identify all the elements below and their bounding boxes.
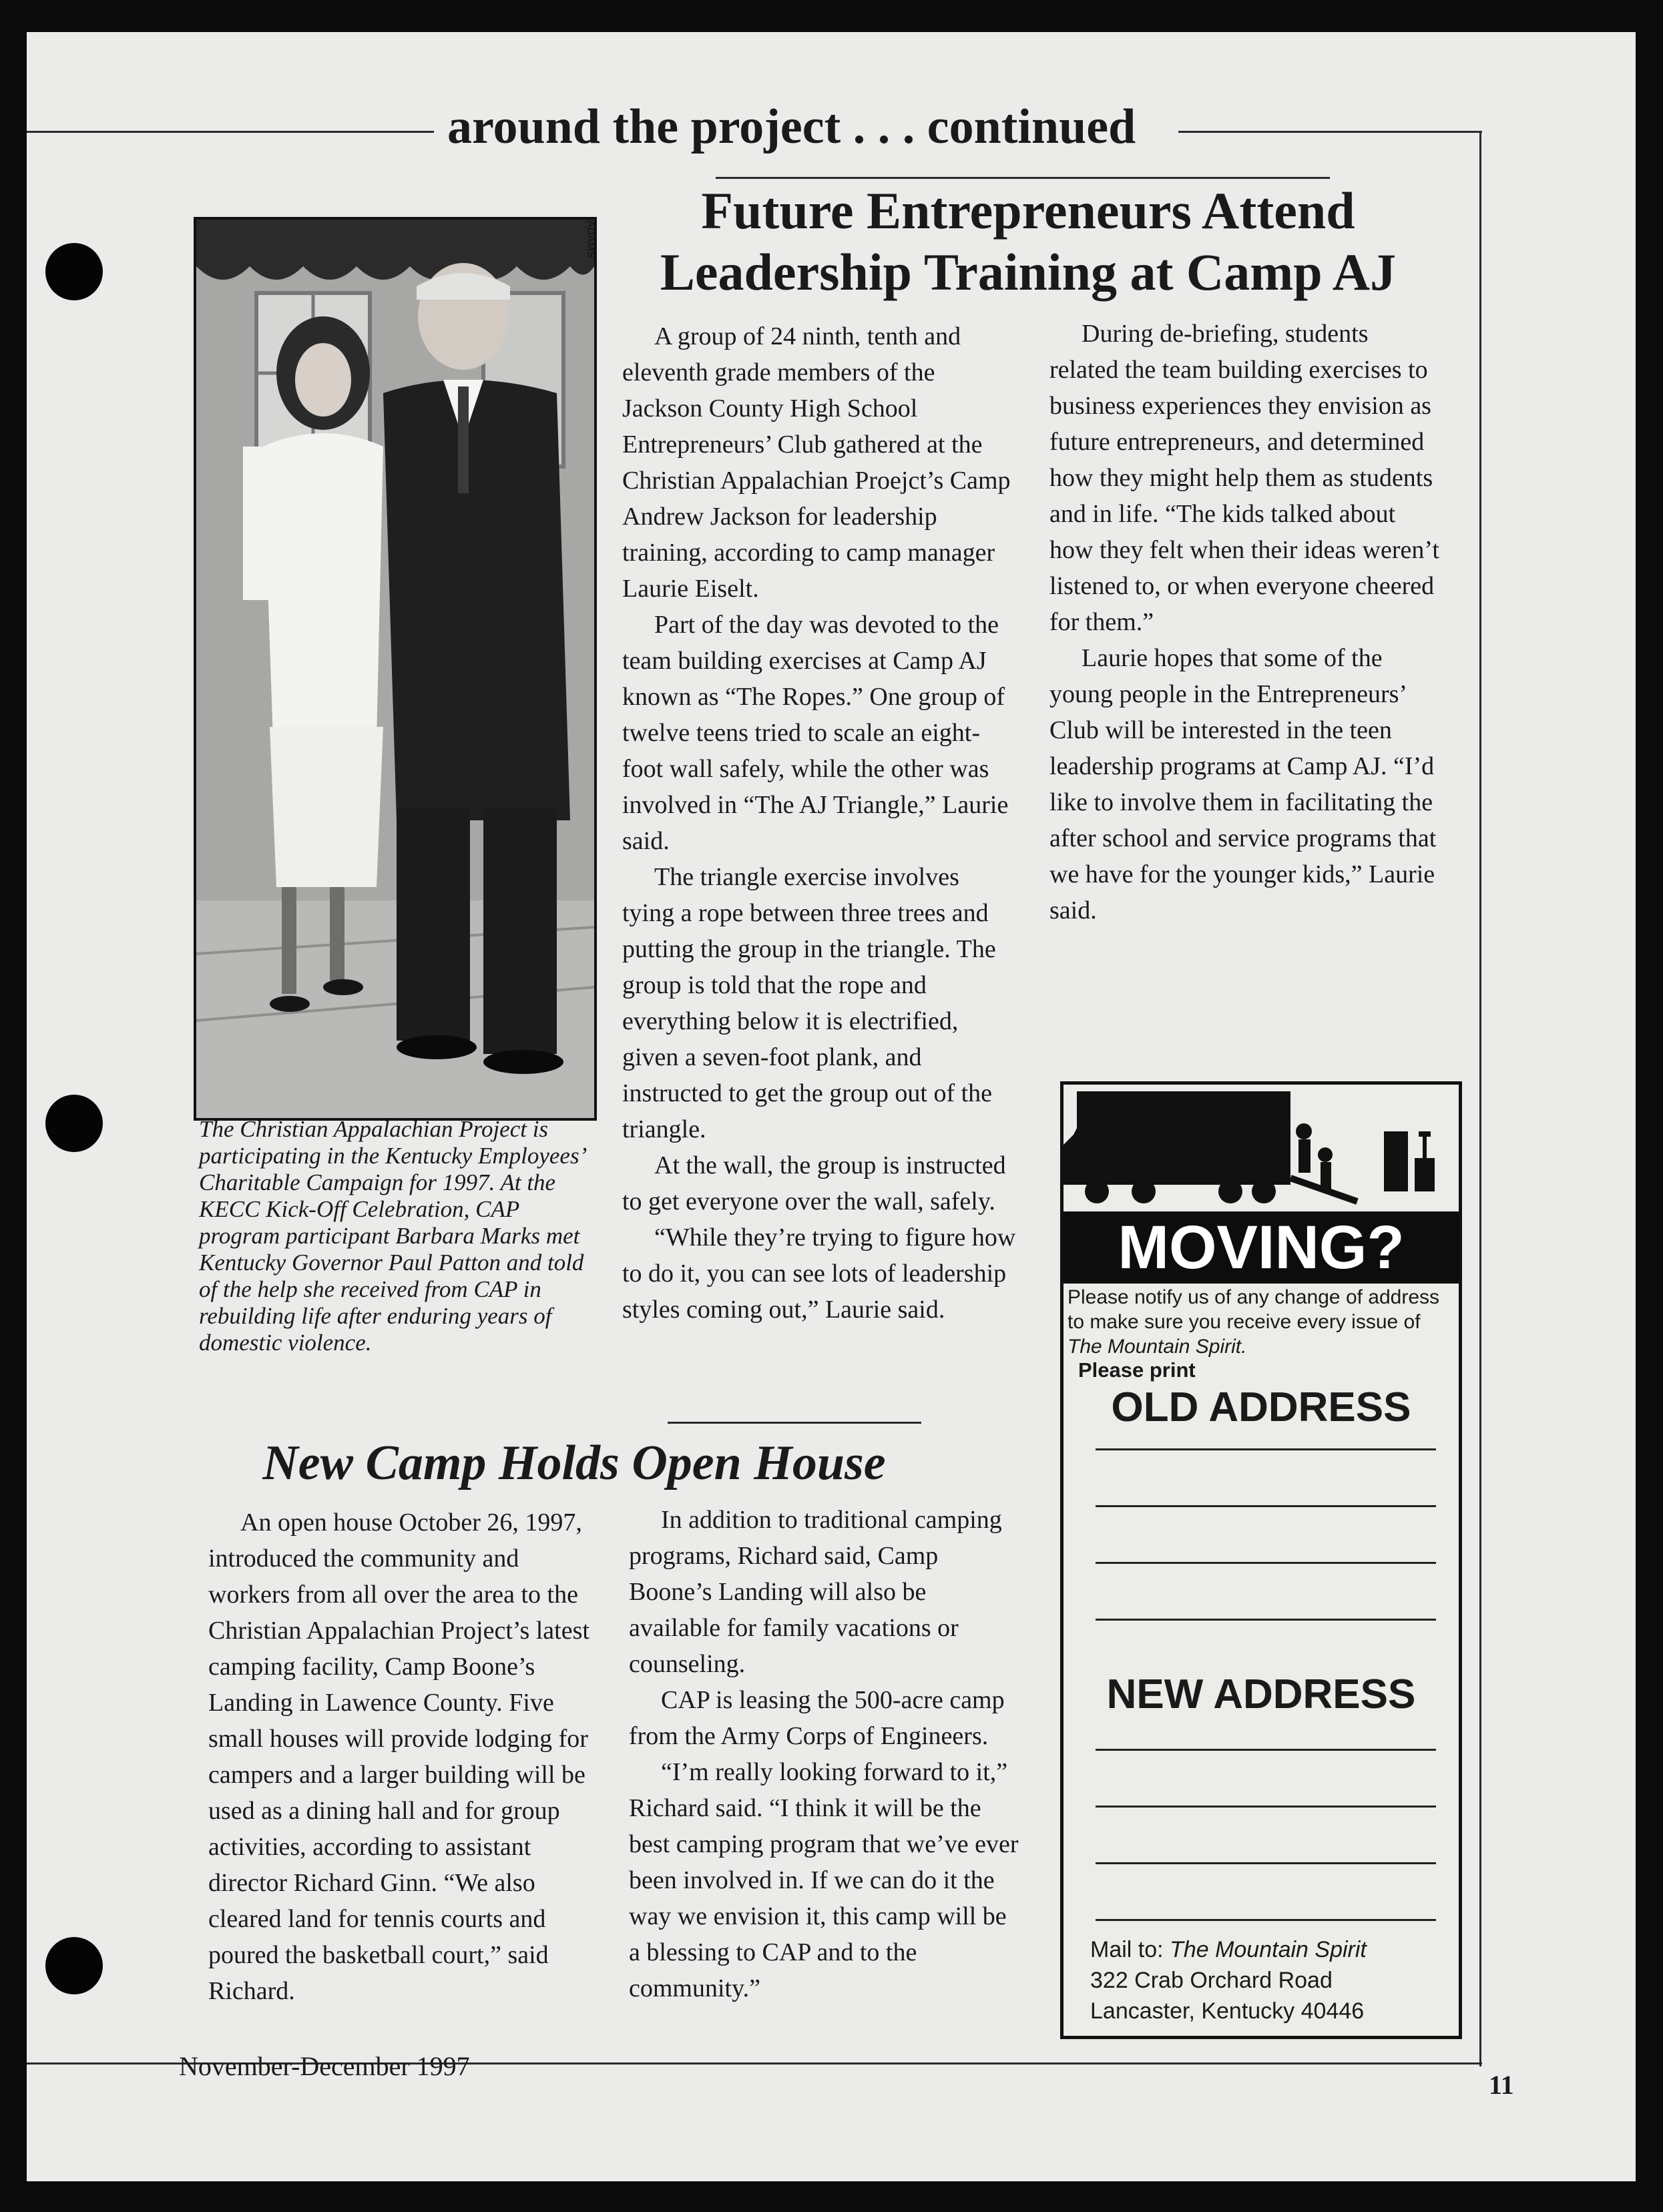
change-of-address-form <box>1060 1081 1462 2039</box>
article2-column-2 <box>629 1502 1023 2006</box>
paragraph: An open house October 26, 1997, introduced the community and workers from all over the area to the Christian Appalachian Project’s latest camping facility, Camp Boone’s Landing in Lawence County. Five small houses will provide lodging for campers and a larger building will be used as a dining hall and for group activities, according to assistant director Richard Ginn. “We also cleared land for tennis courts and poured the basketball court,” said Richard. <box>208 1508 589 2005</box>
paragraph: At the wall, the group is instructed to get everyone over the wall, safely. <box>622 1151 1006 1215</box>
photo-credit: ADAMS <box>585 220 596 258</box>
paragraph: Laurie hopes that some of the young people in the Entrepreneurs’ Club will be interested in the teen leadership programs at Camp AJ. “I’d like to involve them in facilitating the after school and service programs that we have for the younger kids,” Laurie said. <box>1049 644 1437 924</box>
address-notice <box>1067 1285 1455 1359</box>
paragraph: A group of 24 ninth, tenth and eleventh grade members of the Jackson County High School Entrepreneurs’ Club gathered at the Christian Appalachian Proejct’s Camp Andrew Jackson for leadership training, according to camp manager Laurie Eiselt. <box>622 322 1011 603</box>
moving-truck-icon <box>1063 1085 1459 1211</box>
mail-to-line <box>1090 1934 1367 1965</box>
photo-illustration <box>196 220 594 1118</box>
mail-to-street: 322 Crab Orchard Road <box>1090 1968 1333 1993</box>
paragraph: During de-briefing, students related the team building exercises to business experiences they envision as future entrepreneurs, and determined how they might help them as students and in life. “The kids talked about how they felt when their ideas weren’t listened to, or when everyone cheered for them.” <box>1049 320 1439 636</box>
notice-text: Please notify us of any change of address to make sure you receive every issue of <box>1067 1286 1440 1333</box>
article1-top-rule <box>716 177 1330 179</box>
old-address-line-3[interactable] <box>1096 1562 1436 1564</box>
mail-to-publication: The Mountain Spirit <box>1170 1937 1367 1962</box>
section-title: around the project . . . continued <box>447 99 1136 154</box>
article2-headline: New Camp Holds Open House <box>262 1436 886 1490</box>
paragraph: “I’m really looking forward to it,” Richard said. “I think it will be the best camping program that we’ve ever been involved in. If we can do it the way we envision it, this camp will be a blessing to CAP and to the community.” <box>629 1758 1019 2002</box>
paragraph: In addition to traditional camping programs, Richard said, Camp Boone’s Landing will also be available for family vacations or counseling. <box>629 1506 1002 1678</box>
old-address-line-2[interactable] <box>1096 1505 1436 1507</box>
new-address-line-4[interactable] <box>1096 1919 1436 1921</box>
new-address-line-3[interactable] <box>1096 1862 1436 1864</box>
binder-hole-top <box>45 243 103 300</box>
notice-publication: The Mountain Spirit. <box>1067 1336 1247 1358</box>
binder-hole-bottom <box>45 1937 103 1994</box>
header-rule-right <box>1178 131 1482 133</box>
new-address-line-2[interactable] <box>1096 1806 1436 1808</box>
headline-line-1: Future Entrepreneurs Attend <box>701 182 1355 240</box>
photo-caption: The Christian Appalachian Project is participating in the Kentucky Employees’ Charitable Campaign for 1997. At the KECC Kick-Off Celebration, CAP program participant Barbara Marks met Kentucky Governor Paul Patton and told of the help she received from CAP in rebuilding life after enduring years of domestic violence. <box>199 1116 585 1356</box>
page-frame-right <box>1479 131 1481 2066</box>
paragraph: The triangle exercise involves tying a rope between three trees and putting the group in the triangle. The group is told that the rope and everything below it is electrified, given a seven-foot plank, and instructed to get the group out of the triangle. <box>622 863 996 1143</box>
new-address-heading: NEW ADDRESS <box>1106 1671 1416 1717</box>
headline-line-2: Leadership Training at Camp AJ <box>660 243 1397 301</box>
photo-barbara-marks-governor-patton <box>194 217 597 1121</box>
article2-top-rule <box>668 1422 921 1424</box>
mail-to-city: Lancaster, Kentucky 40446 <box>1090 1998 1365 2024</box>
mailing-address <box>1090 1934 1367 2026</box>
issue-date: November-December 1997 <box>179 2051 470 2081</box>
mail-to-label: Mail to: <box>1090 1937 1170 1962</box>
old-address-line-4[interactable] <box>1096 1619 1436 1621</box>
header-rule-left <box>27 131 434 133</box>
moving-banner: MOVING? <box>1063 1211 1459 1284</box>
new-address-line-1[interactable] <box>1096 1749 1436 1751</box>
old-address-line-1[interactable] <box>1096 1448 1436 1450</box>
article2-column-1 <box>208 1504 602 2009</box>
article1-column-2 <box>1049 316 1443 928</box>
article1-headline <box>641 180 1415 303</box>
paragraph: “While they’re trying to figure how to do it, you can see lots of leadership styles coming out,” Laurie said. <box>622 1223 1016 1324</box>
old-address-heading: OLD ADDRESS <box>1111 1384 1411 1430</box>
paragraph: Part of the day was devoted to the team building exercises at Camp AJ known as “The Ropes.” One group of twelve teens tried to scale an eight-foot wall safely, while the other was involved in “The AJ Triangle,” Laurie said. <box>622 611 1009 855</box>
paragraph: CAP is leasing the 500-acre camp from the Army Corps of Engineers. <box>629 1686 1005 1750</box>
article1-column-1 <box>622 318 1016 1328</box>
please-print-label: Please print <box>1078 1358 1196 1382</box>
page-number: 11 <box>1489 2070 1514 2100</box>
binder-hole-middle <box>45 1095 103 1152</box>
